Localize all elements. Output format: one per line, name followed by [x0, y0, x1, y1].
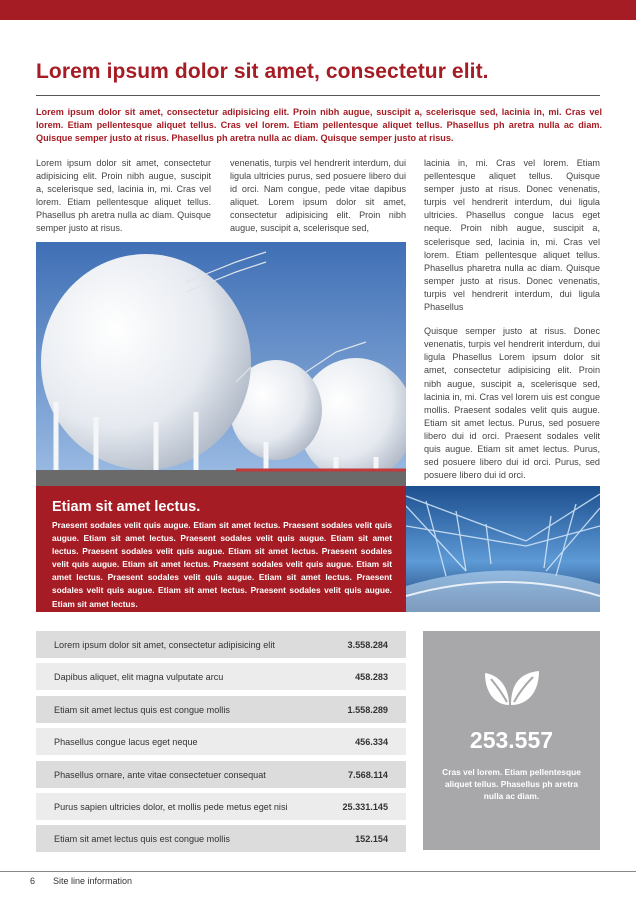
body-column-3 [424, 157, 600, 493]
table-row [36, 696, 406, 723]
row-label: Dapibus aliquet, elit magna vulputate arcu [54, 672, 224, 683]
stat-number: 253.557 [469, 727, 554, 753]
table-row [36, 793, 406, 820]
row-value: 1.558.289 [347, 704, 388, 715]
callout-text: Praesent sodales velit quis augue. Etiam sit amet lectus. Praesent sodales velit quis augue. Etiam sit amet lectus. Praesent sodales velit quis augue. Etiam sit amet lectus. Praesent sodales velit quis augue. Etiam sit amet lectus. Praesent sodales velit quis augue. Etiam sit amet lectus. Praesent sodales velit quis augue. Etiam sit amet lectus. Praesent sodales velit quis augue. Etiam sit amet lectus. Praesent sodales velit quis augue. Etiam sit amet lectus. Praesent sodales velit quis augue. Etiam sit amet lectus. [52, 520, 392, 609]
row-value: 3.558.284 [347, 640, 388, 650]
stat-box [423, 631, 600, 850]
top-accent-bar [0, 0, 636, 20]
table-row [36, 825, 406, 852]
body-column-1 [36, 157, 211, 247]
column-2-text: venenatis, turpis vel hendrerit interdum, dui ligula ultricies purus, sed posuere libero dui id orci. Nam congue, pede vitae dapibus aliquet. Lorem ipsum dolor sit amet, consectetur adipisicing elit. Proin nibh augue, suscipit a, scelerisque sed, [230, 158, 406, 234]
table-row [36, 631, 406, 658]
row-label: Etiam sit amet lectus quis est congue mollis [54, 834, 230, 845]
row-value: 152.154 [355, 834, 388, 845]
leaf-icon [481, 669, 543, 709]
column-3-text-b: Quisque semper justo at risus. Donec venenatis, turpis vel hendrerit interdum, dui ligula Phasellus Lorem ipsum dolor sit amet, consectetur adipisicing elit. Proin nibh augue, suscipit a, scelerisque sed, lacinia in, mi. Cras vel lorem uis est congue mollis. Praesent sodales velit quis augue. Etiam sit amet lectus. Purus, sed posuere libero dui id orci. Praesent sodales velit quis augue. Etiam sit amet lectus. Purus, sed posuere libero dui id orci. Purus, sed posuere libero dui id orci. [424, 326, 600, 481]
data-table [36, 631, 406, 858]
page-title: Lorem ipsum dolor sit amet, consectetur elit. [36, 60, 489, 83]
table-row [36, 663, 406, 690]
row-label: Phasellus congue lacus eget neque [54, 737, 198, 748]
table-row [36, 761, 406, 788]
row-value: 456.334 [355, 737, 388, 748]
stat-caption: Cras vel lorem. Etiam pellentesque aliquet tellus. Phasellus ph aretra nulla ac diam. [442, 767, 581, 802]
footer-divider [0, 871, 636, 872]
bridge-photo [406, 486, 600, 612]
footer-text: Site line information [53, 876, 133, 886]
title-divider [36, 95, 600, 96]
page-number: 6 [30, 876, 36, 886]
body-column-2 [230, 157, 406, 247]
row-label: Purus sapien ultricies dolor, et mollis pede metus eget nisi [54, 801, 288, 812]
row-value: 458.283 [355, 672, 388, 683]
row-label: Phasellus ornare, ante vitae consectetuer consequat [54, 769, 266, 780]
callout-heading: Etiam sit amet lectus. [52, 499, 201, 515]
storage-tanks-photo [36, 242, 406, 486]
row-label: Etiam sit amet lectus quis est congue mollis [54, 704, 230, 715]
column-1-text: Lorem ipsum dolor sit amet, consectetur adipisicing elit. Proin nibh augue, suscipit a, scelerisque sed, lacinia in, mi. Cras vel lorem. Etiam pellentesque aliquet tellus. Phasellus ph aretra nulla ac diam. Quisque semper justo at risus. [36, 158, 211, 234]
row-value: 25.331.145 [342, 801, 388, 812]
row-label: Lorem ipsum dolor sit amet, consectetur adipisicing elit [54, 640, 275, 650]
callout-box [36, 486, 406, 612]
row-value: 7.568.114 [348, 769, 388, 780]
table-row [36, 728, 406, 755]
column-3-text-a: lacinia in, mi. Cras vel lorem. Etiam pellentesque aliquet tellus. Quisque semper justo at risus. Donec venenatis, turpis vel hendrerit interdum, dui ligula ultricies. Phasellus congue lacus eget neque. Proin nibh augue, suscipit a, scelerisque sed, lacinia in, mi. Cras vel lorem. Etiam pellentesque aliquet tellus. Phasellus pharetra nulla ac diam. Quisque semper justo at risus. Donec venenatis, turpis vel hendrerit interdum, dui ligula Phasellus [424, 158, 600, 313]
lead-paragraph: Lorem ipsum dolor sit amet, consectetur adipisicing elit. Proin nibh augue, suscipit a, scelerisque sed, lacinia in, mi. Cras vel lorem. Etiam pellentesque aliquet tellus. Cras vel lorem. Etiam pellentesque aliquet tellus. Phasellus ph aretra nulla ac diam. Quisque semper justo at risus. Phasellus ph aretra nulla ac diam. Quisque semper justo at risus. [36, 107, 602, 143]
